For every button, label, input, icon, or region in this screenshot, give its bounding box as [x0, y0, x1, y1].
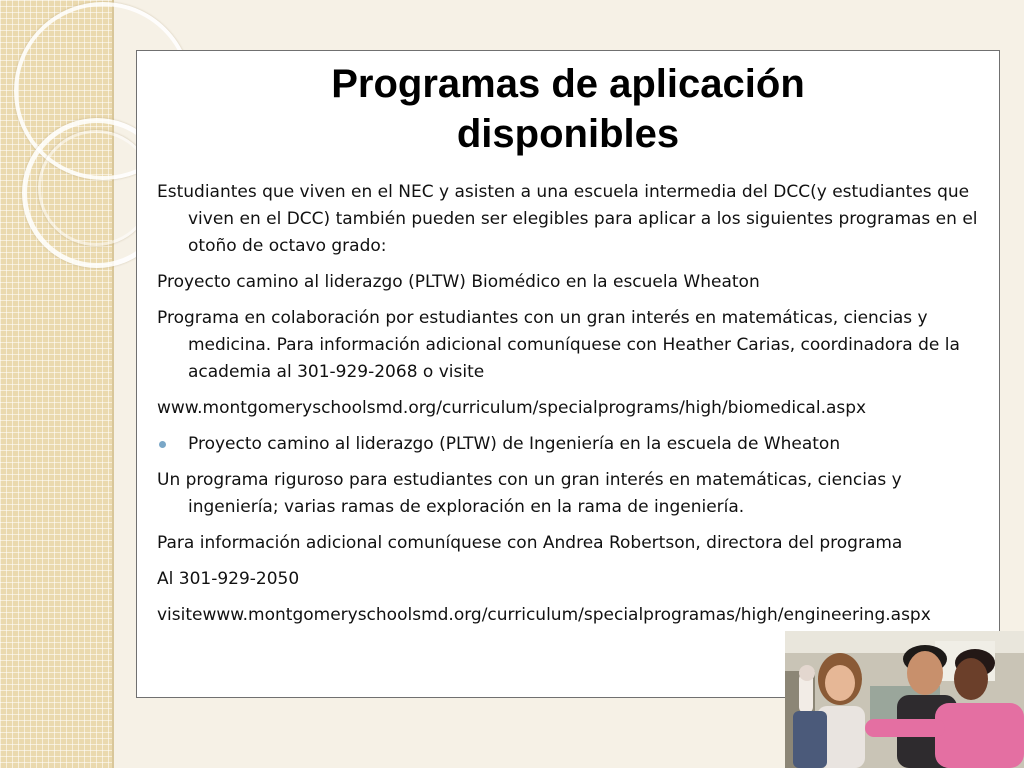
- students-photo-illustration: [785, 631, 1024, 768]
- slide-title-line1: Programas de aplicación: [331, 62, 805, 106]
- slide-body: [157, 179, 993, 638]
- paragraph-engineering-phone: Al 301-929-2050: [157, 569, 300, 589]
- students-photo: [785, 631, 1024, 768]
- paragraph-engineering-description: Un programa riguroso para estudiantes con un gran interés en matemáticas, ciencias y ingeniería; varias ramas de exploración en la rama de ingeniería.: [157, 470, 902, 517]
- paragraph-biomedical-description: Programa en colaboración por estudiantes con un gran interés en matemáticas, ciencias y medicina. Para información adicional comuníquese con Heather Carias, coordinadora de la academia al 301-929-2068 o visite: [157, 308, 960, 382]
- paragraph-biomedical-url: www.montgomeryschoolsmd.org/curriculum/specialprograms/high/biomedical.aspx: [157, 398, 867, 418]
- paragraph-engineering-url: visitewww.montgomeryschoolsmd.org/curriculum/specialprogramas/high/engineering.aspx: [157, 605, 931, 625]
- content-box: [136, 50, 1000, 698]
- paragraph-intro: Estudiantes que viven en el NEC y asisten a una escuela intermedia del DCC(y estudiantes que viven en el DCC) también pueden ser elegibles para aplicar a los siguientes programas en el otoño de octavo grado:: [157, 182, 978, 256]
- slide-title-line2: disponibles: [456, 112, 680, 156]
- paragraph-engineering-contact: Para información adicional comuníquese con Andrea Robertson, directora del programa: [157, 533, 903, 553]
- paragraph-program-biomedical: Proyecto camino al liderazgo (PLTW) Biomédico en la escuela Wheaton: [157, 272, 760, 292]
- bullet-dot-icon: [159, 441, 166, 448]
- bullet-item-label: Proyecto camino al liderazgo (PLTW) de Ingeniería en la escuela de Wheaton: [188, 434, 841, 454]
- bullet-item-engineering: [157, 431, 993, 458]
- slide-title: [137, 59, 999, 159]
